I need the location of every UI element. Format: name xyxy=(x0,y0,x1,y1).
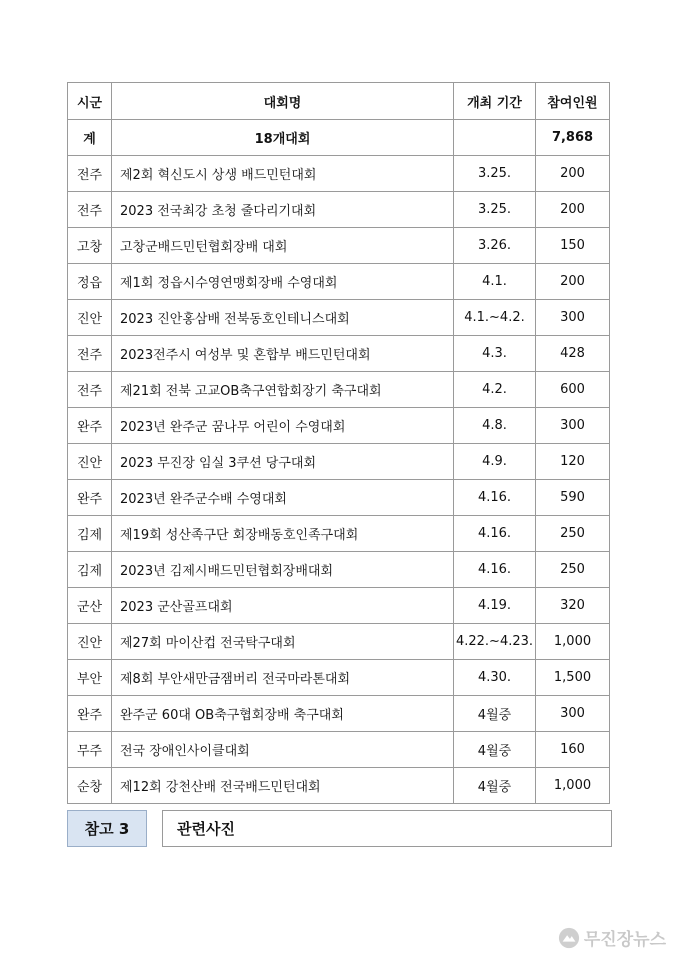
row-region: 전주 xyxy=(68,372,112,408)
row-period: 4.16. xyxy=(454,516,536,552)
row-region: 전주 xyxy=(68,192,112,228)
row-event-name: 제1회 정읍시수영연맹회장배 수영대회 xyxy=(112,264,454,300)
row-period: 4.19. xyxy=(454,588,536,624)
row-event-name: 제27회 마이산컵 전국탁구대회 xyxy=(112,624,454,660)
table-row xyxy=(68,300,610,336)
row-event-name: 제21회 전북 고교OB축구연합회장기 축구대회 xyxy=(112,372,454,408)
row-event-name: 제12회 강천산배 전국배드민턴대회 xyxy=(112,768,454,804)
watermark xyxy=(558,925,666,950)
row-participants: 300 xyxy=(536,408,610,444)
row-period: 4.8. xyxy=(454,408,536,444)
row-event-name: 제8회 부안새만금잼버리 전국마라톤대회 xyxy=(112,660,454,696)
table-row xyxy=(68,516,610,552)
row-region: 고창 xyxy=(68,228,112,264)
row-period: 4월중 xyxy=(454,696,536,732)
row-region: 완주 xyxy=(68,408,112,444)
row-event-name: 2023 진안홍삼배 전북동호인테니스대회 xyxy=(112,300,454,336)
row-participants: 250 xyxy=(536,516,610,552)
table-row xyxy=(68,732,610,768)
row-region: 군산 xyxy=(68,588,112,624)
row-period: 3.25. xyxy=(454,156,536,192)
row-participants: 600 xyxy=(536,372,610,408)
row-event-name: 완주군 60대 OB축구협회장배 축구대회 xyxy=(112,696,454,732)
row-participants: 590 xyxy=(536,480,610,516)
row-period: 4월중 xyxy=(454,732,536,768)
row-participants: 200 xyxy=(536,264,610,300)
row-period: 4.30. xyxy=(454,660,536,696)
row-region: 순창 xyxy=(68,768,112,804)
row-event-name: 2023년 완주군 꿈나무 어린이 수영대회 xyxy=(112,408,454,444)
row-region: 무주 xyxy=(68,732,112,768)
events-table xyxy=(67,82,610,804)
total-participants: 7,868 xyxy=(536,120,610,156)
row-participants: 300 xyxy=(536,300,610,336)
table-row xyxy=(68,336,610,372)
row-period: 4.9. xyxy=(454,444,536,480)
row-participants: 1,500 xyxy=(536,660,610,696)
row-region: 진안 xyxy=(68,300,112,336)
row-event-name: 제2회 혁신도시 상생 배드민턴대회 xyxy=(112,156,454,192)
row-participants: 1,000 xyxy=(536,624,610,660)
row-participants: 320 xyxy=(536,588,610,624)
table-row xyxy=(68,264,610,300)
table-row xyxy=(68,696,610,732)
row-period: 4.1. xyxy=(454,264,536,300)
row-region: 진안 xyxy=(68,624,112,660)
total-period xyxy=(454,120,536,156)
row-event-name: 고창군배드민턴협회장배 대회 xyxy=(112,228,454,264)
row-event-name: 2023 무진장 임실 3쿠션 당구대회 xyxy=(112,444,454,480)
row-participants: 428 xyxy=(536,336,610,372)
row-period: 4.16. xyxy=(454,480,536,516)
row-participants: 120 xyxy=(536,444,610,480)
row-event-name: 2023년 김제시배드민턴협회장배대회 xyxy=(112,552,454,588)
row-region: 완주 xyxy=(68,480,112,516)
table-row xyxy=(68,624,610,660)
table-header-row xyxy=(68,83,610,120)
row-period: 4.16. xyxy=(454,552,536,588)
row-region: 부안 xyxy=(68,660,112,696)
row-event-name: 제19회 성산족구단 회장배동호인족구대회 xyxy=(112,516,454,552)
table-row xyxy=(68,552,610,588)
total-region: 계 xyxy=(68,120,112,156)
row-participants: 250 xyxy=(536,552,610,588)
row-period: 4.22.~4.23. xyxy=(454,624,536,660)
table-row xyxy=(68,588,610,624)
row-participants: 160 xyxy=(536,732,610,768)
table-row xyxy=(68,156,610,192)
row-event-name: 2023전주시 여성부 및 혼합부 배드민턴대회 xyxy=(112,336,454,372)
row-participants: 200 xyxy=(536,192,610,228)
row-participants: 1,000 xyxy=(536,768,610,804)
table-row xyxy=(68,660,610,696)
row-event-name: 2023년 완주군수배 수영대회 xyxy=(112,480,454,516)
row-period: 4.1.~4.2. xyxy=(454,300,536,336)
row-event-name: 2023 전국최강 초청 줄다리기대회 xyxy=(112,192,454,228)
table-row xyxy=(68,480,610,516)
row-region: 진안 xyxy=(68,444,112,480)
table-row xyxy=(68,192,610,228)
row-period: 4.3. xyxy=(454,336,536,372)
total-name: 18개대회 xyxy=(112,120,454,156)
table-row xyxy=(68,228,610,264)
row-region: 전주 xyxy=(68,156,112,192)
header-participants: 참여인원 xyxy=(536,83,610,120)
row-participants: 300 xyxy=(536,696,610,732)
row-participants: 200 xyxy=(536,156,610,192)
total-row xyxy=(68,120,610,156)
row-period: 4.2. xyxy=(454,372,536,408)
table-row xyxy=(68,444,610,480)
row-event-name: 전국 장애인사이클대회 xyxy=(112,732,454,768)
logo-icon xyxy=(558,927,580,949)
row-region: 정읍 xyxy=(68,264,112,300)
row-event-name: 2023 군산골프대회 xyxy=(112,588,454,624)
row-region: 김제 xyxy=(68,516,112,552)
table-row xyxy=(68,768,610,804)
table-row xyxy=(68,408,610,444)
reference-label: 참고 3 xyxy=(67,810,147,847)
row-period: 3.26. xyxy=(454,228,536,264)
row-region: 완주 xyxy=(68,696,112,732)
row-region: 전주 xyxy=(68,336,112,372)
header-period: 개최 기간 xyxy=(454,83,536,120)
header-region: 시군 xyxy=(68,83,112,120)
table-row xyxy=(68,372,610,408)
header-event-name: 대회명 xyxy=(112,83,454,120)
row-participants: 150 xyxy=(536,228,610,264)
reference-title: 관련사진 xyxy=(162,810,612,847)
row-period: 4월중 xyxy=(454,768,536,804)
row-period: 3.25. xyxy=(454,192,536,228)
watermark-text: 무진장뉴스 xyxy=(583,930,666,950)
row-region: 김제 xyxy=(68,552,112,588)
